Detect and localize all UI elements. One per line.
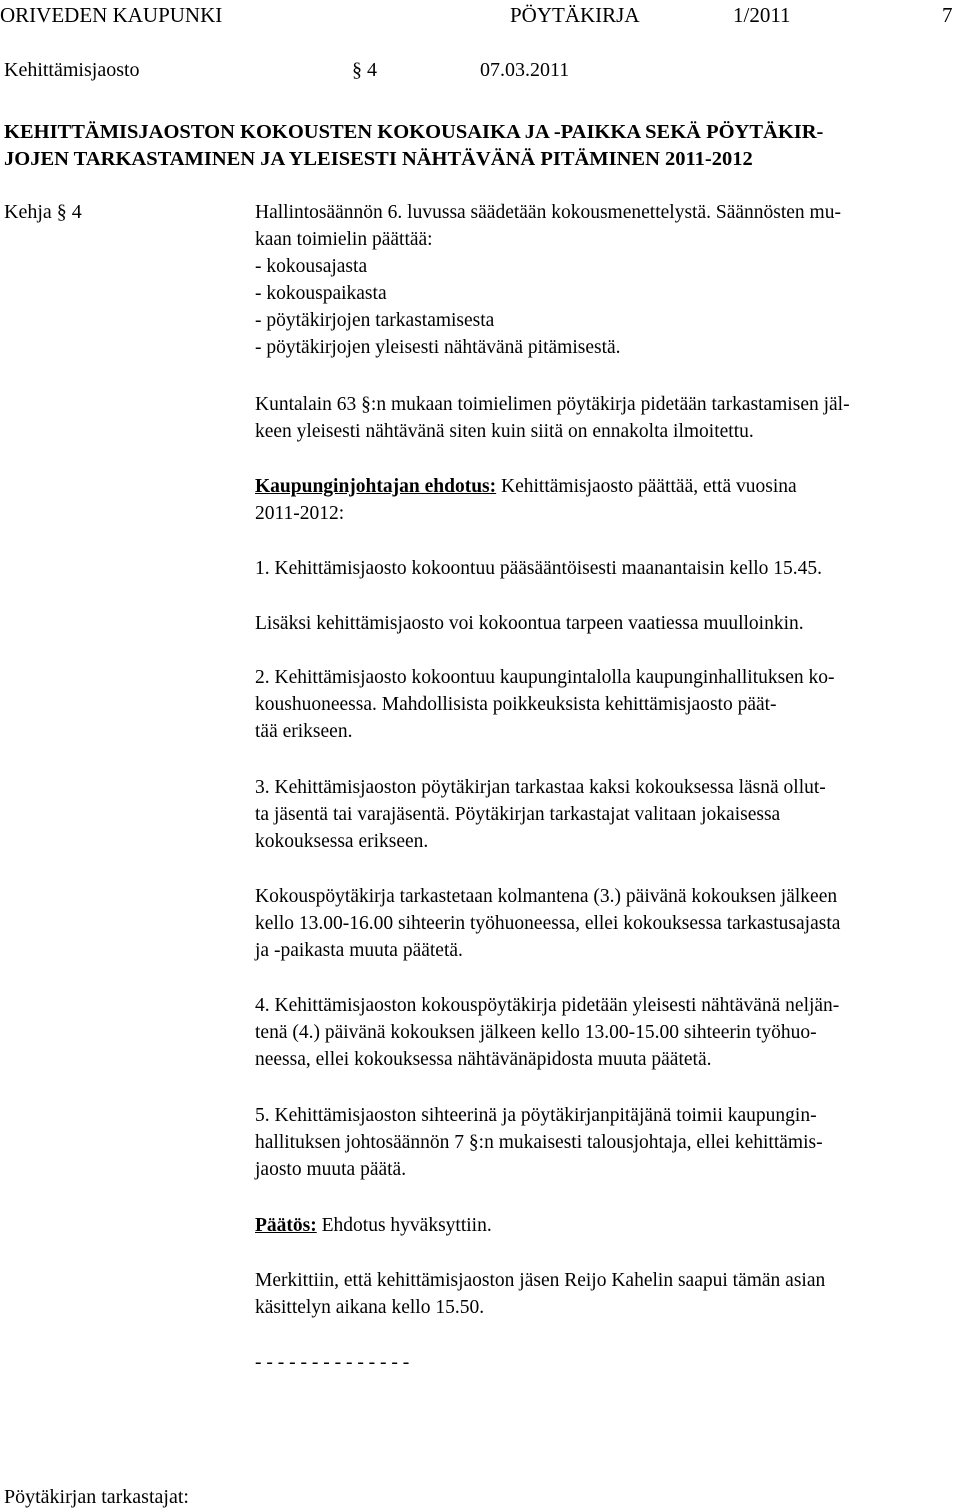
- title-line-1: KEHITTÄMISJAOSTON KOKOUSTEN KOKOUSAIKA JA -PAIKKA SEKÄ PÖYTÄKIR-: [4, 121, 824, 143]
- municipal-act-paragraph: [255, 391, 955, 445]
- item-2: [255, 664, 955, 745]
- section-number: § 4: [352, 59, 377, 81]
- decision-text: Ehdotus hyväksyttiin.: [316, 1215, 492, 1236]
- intro-line: Hallintosäännön 6. luvussa säädetään kokousmenettelystä. Säännösten mu-: [255, 202, 841, 223]
- organization-name: ORIVEDEN KAUPUNKI: [0, 3, 223, 27]
- proposal-paragraph: [255, 473, 955, 527]
- paragraph-line: kello 13.00-16.00 sihteerin työhuoneessa, ellei kokouksessa tarkastusajasta: [255, 913, 841, 934]
- document-number: 1/2011: [733, 3, 791, 27]
- proposal-label: Kaupunginjohtajan ehdotus:: [255, 476, 497, 497]
- item-4: [255, 992, 955, 1073]
- intro-line: - pöytäkirjojen yleisesti nähtävänä pitämisestä.: [255, 337, 621, 358]
- intro-line: - kokouspaikasta: [255, 283, 387, 304]
- meeting-date: 07.03.2011: [480, 59, 570, 81]
- intro-line: kaan toimielin päättää:: [255, 229, 433, 250]
- intro-line: - pöytäkirjojen tarkastamisesta: [255, 310, 495, 331]
- item-5: [255, 1102, 955, 1183]
- paragraph-line: ta jäsentä tai varajäsentä. Pöytäkirjan tarkastajat valitaan jokaisessa: [255, 804, 781, 825]
- item-3: [255, 774, 955, 855]
- margin-reference: Kehja § 4: [4, 201, 82, 223]
- paragraph-line: 3. Kehittämisjaoston pöytäkirjan tarkastaa kaksi kokouksessa läsnä ollut-: [255, 777, 826, 798]
- paragraph-line: Kokouspöytäkirja tarkastetaan kolmantena (3.) päivänä kokouksen jälkeen: [255, 886, 838, 907]
- decision-paragraph: [255, 1212, 955, 1239]
- item-1: [255, 555, 955, 582]
- intro-paragraph: [255, 199, 955, 361]
- note-paragraph: [255, 1267, 955, 1321]
- paragraph-line: 5. Kehittämisjaoston sihteerinä ja pöytäkirjanpitäjänä toimii kaupungin-: [255, 1105, 817, 1126]
- paragraph-line: Merkittiin, että kehittämisjaoston jäsen Reijo Kahelin saapui tämän asian: [255, 1270, 826, 1291]
- paragraph-line: käsittelyn aikana kello 15.50.: [255, 1297, 485, 1318]
- paragraph-line: keen yleisesti nähtävänä siten kuin siitä on ennakolta ilmoitettu.: [255, 421, 754, 442]
- paragraph-line: Lisäksi kehittämisjaosto voi kokoontua tarpeen vaatiessa muulloinkin.: [255, 613, 804, 634]
- body-name: Kehittämisjaosto: [4, 59, 140, 81]
- document-type: PÖYTÄKIRJA: [510, 3, 640, 27]
- paragraph-line: Kuntalain 63 §:n mukaan toimielimen pöytäkirja pidetään tarkastamisen jäl-: [255, 394, 850, 415]
- paragraph-line: kokouksessa erikseen.: [255, 831, 429, 852]
- paragraph-line: hallituksen johtosäännön 7 §:n mukaisesti talousjohtaja, ellei kehittämis-: [255, 1132, 823, 1153]
- paragraph-line: neessa, ellei kokouksessa nähtävänäpidosta muuta päätetä.: [255, 1049, 712, 1070]
- proposal-text: Kehittämisjaosto päättää, että vuosina: [496, 476, 797, 497]
- intro-line: - kokousajasta: [255, 256, 368, 277]
- paragraph-line: 1. Kehittämisjaosto kokoontuu pääsääntöisesti maanantaisin kello 15.45.: [255, 558, 823, 579]
- page-number: 7: [942, 3, 953, 27]
- proposal-years: 2011-2012:: [255, 503, 345, 524]
- title-line-2: JOJEN TARKASTAMINEN JA YLEISESTI NÄHTÄVÄNÄ PITÄMINEN 2011-2012: [4, 148, 753, 170]
- decision-label: Päätös:: [255, 1215, 317, 1236]
- paragraph-line: 2. Kehittämisjaosto kokoontuu kaupungintalolla kaupunginhallituksen ko-: [255, 667, 835, 688]
- inspectors-label: Pöytäkirjan tarkastajat:: [4, 1486, 189, 1508]
- paragraph-line: tää erikseen.: [255, 721, 353, 742]
- separator-dashes: - - - - - - - - - - - - - -: [255, 1352, 410, 1373]
- paragraph-line: koushuoneessa. Mahdollisista poikkeuksista kehittämisjaosto päät-: [255, 694, 777, 715]
- paragraph-line: jaosto muuta päätä.: [255, 1159, 407, 1180]
- item-3-inspection: [255, 883, 955, 964]
- paragraph-line: tenä (4.) päivänä kokouksen jälkeen kello 13.00-15.00 sihteerin työhuo-: [255, 1022, 817, 1043]
- item-1-addition: [255, 610, 955, 637]
- paragraph-line: 4. Kehittämisjaoston kokouspöytäkirja pidetään yleisesti nähtävänä neljän-: [255, 995, 840, 1016]
- paragraph-line: ja -paikasta muuta päätetä.: [255, 940, 463, 961]
